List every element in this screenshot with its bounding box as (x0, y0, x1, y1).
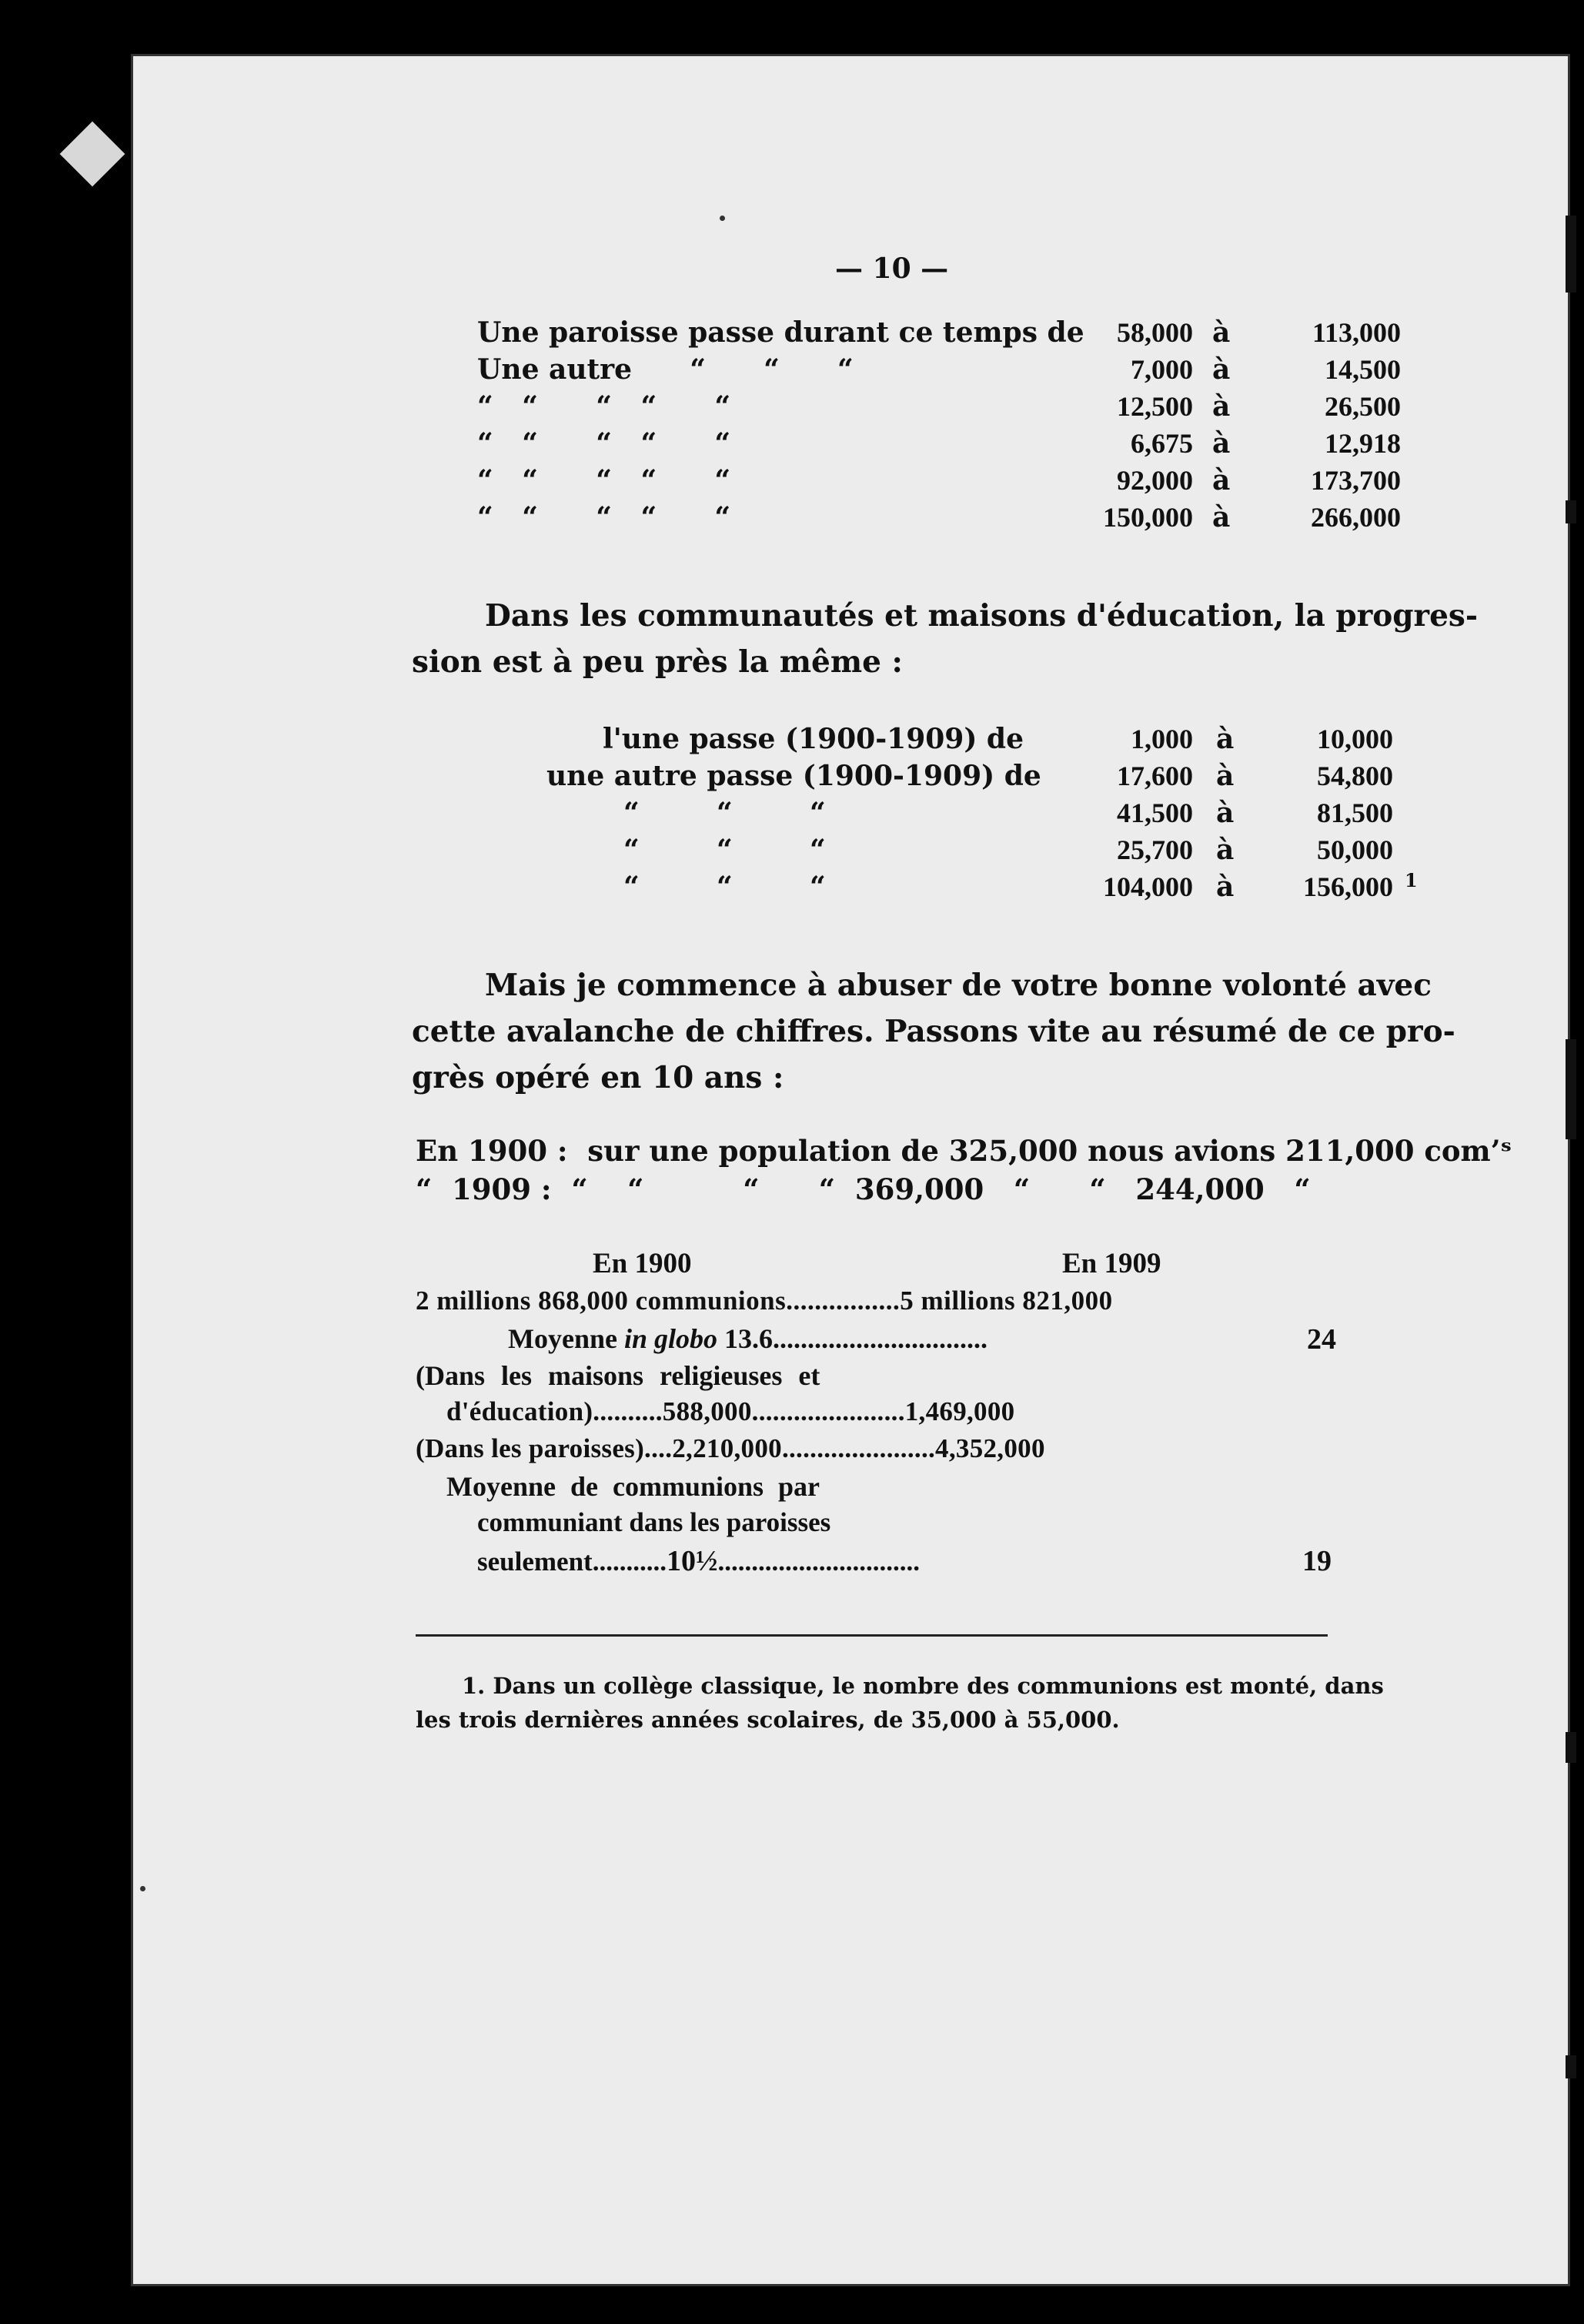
row-sep: à (1216, 834, 1235, 866)
value-1909: 19 (1302, 1545, 1332, 1577)
population-line: En 1900 : sur une population de 325,000 nous avions 211,000 com’ˢ (416, 1134, 1512, 1168)
leader-dots: .............................. (717, 1547, 920, 1577)
row-to: 156,000 (1303, 871, 1393, 902)
column-header: En 1900 (593, 1248, 692, 1279)
row-from: 1,000 (1131, 724, 1193, 754)
paragraph-line: Dans les communautés et maisons d'éducation, la progres- (485, 598, 1479, 634)
summary-line: (Dans les paroisses)....2,210,000......................4,352,000 (416, 1433, 1045, 1463)
value-1909: 24 (1307, 1323, 1336, 1356)
speck (140, 1886, 145, 1891)
row-sep: à (1212, 390, 1231, 423)
row-from: 25,700 (1117, 834, 1193, 865)
page-number: — 10 — (835, 252, 949, 285)
edge-mark (1566, 1039, 1576, 1139)
row-label: “ “ “ (623, 797, 826, 829)
row-sep: à (1212, 464, 1231, 497)
table-row (546, 721, 1470, 757)
row-to: 113,000 (1312, 317, 1401, 348)
summary-line: d'éducation)..........588,000......................1,469,000 (446, 1396, 1015, 1426)
paragraph-line: sion est à peu près la même : (412, 644, 903, 680)
summary-line (477, 1544, 920, 1578)
row-label: “ “ “ “ “ (477, 427, 731, 460)
row-sep: à (1212, 353, 1231, 386)
paragraph-line: grès opéré en 10 ans : (412, 1060, 784, 1095)
row-label: l'une passe (1900-1909) de (603, 723, 1024, 755)
row-to: 266,000 (1311, 502, 1401, 533)
row-label: Une paroisse passe durant ce temps de (477, 316, 1084, 349)
row-from: 6,675 (1131, 428, 1193, 459)
table-row (477, 314, 1478, 351)
table-row (477, 351, 1478, 388)
table-row (477, 499, 1478, 536)
row-sep: à (1212, 316, 1231, 349)
footnote-divider (416, 1634, 1328, 1637)
column-header: En 1909 (1062, 1248, 1161, 1279)
table-row (477, 388, 1478, 425)
row-from: 150,000 (1103, 502, 1193, 533)
row-from: 7,000 (1131, 354, 1193, 385)
label: seulement........... (477, 1547, 667, 1577)
row-to: 12,918 (1325, 428, 1401, 459)
scanned-page (131, 54, 1570, 2286)
row-sep: à (1216, 723, 1235, 755)
summary-line: communiant dans les paroisses (477, 1507, 831, 1537)
page-fold-corner (60, 122, 125, 187)
row-sep: à (1216, 797, 1235, 829)
label: Moyenne (508, 1323, 624, 1354)
row-to: 81,500 (1317, 798, 1393, 828)
summary-line: (Dans les maisons religieuses et (416, 1360, 820, 1391)
paragraph-line: cette avalanche de chiffres. Passons vite au résumé de ce pro- (412, 1014, 1455, 1049)
row-sep: à (1212, 427, 1231, 460)
table-row (546, 794, 1470, 831)
row-sep: à (1216, 760, 1235, 792)
edge-mark (1566, 500, 1576, 523)
table-row (477, 425, 1478, 462)
page-content (131, 54, 1570, 2286)
row-to: 54,800 (1317, 761, 1393, 791)
edge-mark (1566, 1732, 1576, 1763)
footnote-marker: 1 (1405, 869, 1418, 891)
table-row (477, 462, 1478, 499)
footnote-line: les trois dernières années scolaires, de 35,000 à 55,000. (416, 1707, 1120, 1733)
row-label: Une autre “ “ “ (477, 353, 854, 386)
row-from: 12,500 (1117, 391, 1193, 422)
value-1900: 13.6 (717, 1323, 774, 1354)
value-1900: 10½ (666, 1545, 718, 1577)
row-label: “ “ “ “ “ (477, 390, 731, 423)
row-to: 173,700 (1311, 465, 1401, 496)
row-from: 17,600 (1117, 761, 1193, 791)
row-from: 41,500 (1117, 798, 1193, 828)
summary-line: Moyenne de communions par (446, 1471, 820, 1502)
table-row (546, 831, 1470, 868)
footnote-line: 1. Dans un collège classique, le nombre des communions est monté, dans (462, 1673, 1384, 1699)
row-label: “ “ “ (623, 871, 826, 903)
row-from: 92,000 (1117, 465, 1193, 496)
row-label: “ “ “ “ “ (477, 501, 731, 533)
row-to: 10,000 (1317, 724, 1393, 754)
leader-dots: ............................... (773, 1323, 988, 1354)
row-to: 14,500 (1325, 354, 1401, 385)
table-row (546, 868, 1470, 905)
row-to: 50,000 (1317, 834, 1393, 865)
population-line: “ 1909 : “ “ “ “ 369,000 “ “ 244,000 “ (416, 1172, 1311, 1206)
row-from: 58,000 (1117, 317, 1193, 348)
edge-mark (1566, 2055, 1576, 2078)
row-label: “ “ “ (623, 834, 826, 866)
paragraph-line: Mais je commence à abuser de votre bonne volonté avec (485, 968, 1432, 1003)
italic-label: in globo (623, 1323, 718, 1354)
row-label: “ “ “ “ “ (477, 464, 731, 497)
summary-line: 2 millions 868,000 communions................5 millions 821,000 (416, 1286, 1113, 1316)
edge-mark (1566, 216, 1576, 293)
row-sep: à (1212, 501, 1231, 533)
row-from: 104,000 (1103, 871, 1193, 902)
row-label: une autre passe (1900-1909) de (546, 760, 1041, 792)
speck (720, 216, 725, 221)
table-row (546, 757, 1470, 794)
row-to: 26,500 (1325, 391, 1401, 422)
summary-average-line (508, 1323, 987, 1355)
row-sep: à (1216, 871, 1235, 903)
